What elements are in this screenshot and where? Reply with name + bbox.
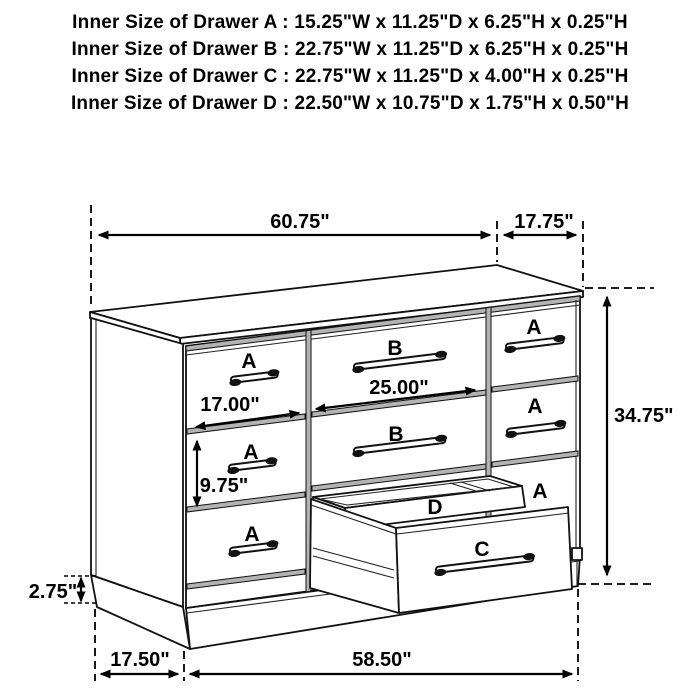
- dim-base-height-label: 2.75": [28, 581, 78, 603]
- header-line-drawer-c: Inner Size of Drawer C : 22.75"W x 11.25"D x 4.00"H x 0.25"H: [71, 66, 629, 87]
- dim-base-side-depth-label: 17.50": [110, 649, 170, 671]
- dresser-left-side-panel: [91, 318, 183, 607]
- header-line-drawer-b: Inner Size of Drawer B : 22.75"W x 11.25"D x 6.25"H x 0.25"H: [71, 39, 629, 60]
- dim-overall-height-label: 34.75": [614, 405, 674, 427]
- dim-overall-height: [578, 288, 674, 584]
- drawer-b-label: B: [388, 423, 404, 446]
- dim-top-width-label: 60.75": [270, 211, 330, 233]
- dim-drawer-b-front-width-label: 25.00": [369, 377, 429, 399]
- dim-top-side-depth-label: 17.75": [514, 211, 574, 233]
- drawer-d-label: D: [427, 496, 443, 519]
- dim-drawer-a-front-height-label: 9.75": [199, 475, 249, 497]
- drawer-a-label: A: [532, 480, 548, 503]
- drawer-a-label: A: [526, 316, 542, 339]
- drawer-c-label: C: [474, 538, 490, 561]
- dim-base-height: [29, 576, 98, 603]
- drawer-a-label: A: [243, 441, 259, 464]
- header-line-drawer-a: Inner Size of Drawer A : 15.25"W x 11.25"D x 6.25"H x 0.25"H: [72, 12, 628, 33]
- dim-drawer-a-front-width-label: 17.00": [200, 394, 260, 416]
- drawer-b-label: B: [387, 337, 403, 360]
- header-line-drawer-d: Inner Size of Drawer D : 22.50"W x 10.75"D x 1.75"H x 0.50"H: [70, 93, 630, 114]
- drawer-a-label: A: [241, 350, 257, 373]
- drawer-a-label: A: [244, 523, 260, 546]
- dim-base-front-width-label: 58.50": [352, 649, 412, 671]
- drawer-a-label: A: [527, 395, 543, 418]
